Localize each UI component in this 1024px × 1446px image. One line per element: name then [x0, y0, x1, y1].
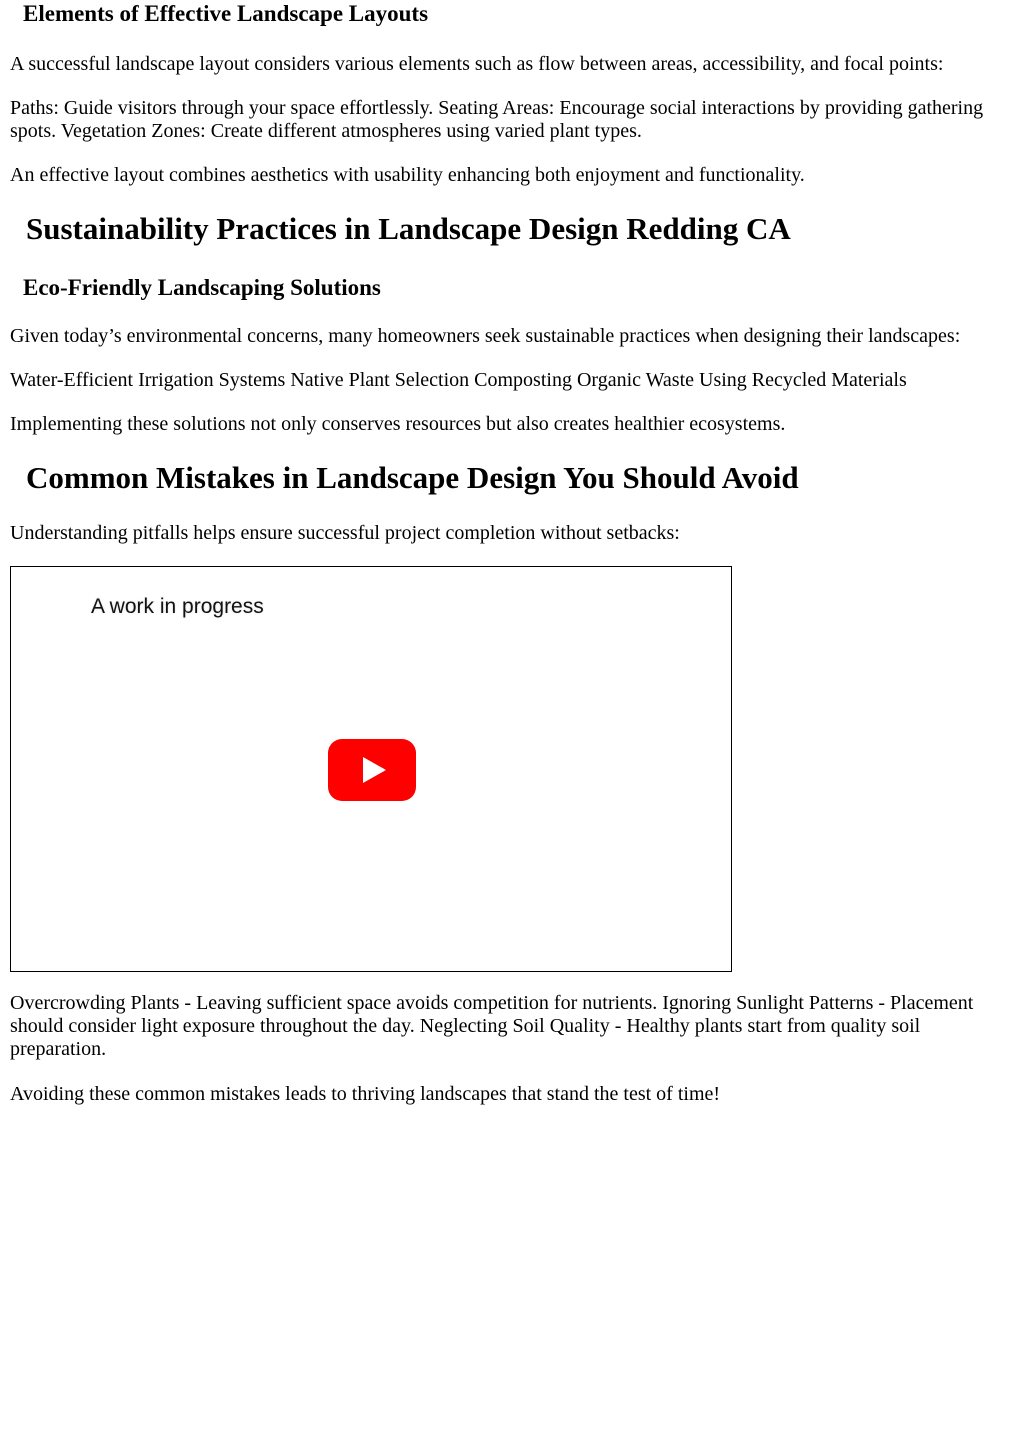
sustainability-items: Water-Efficient Irrigation Systems Native Plant Selection Composting Organic Waste Using Recycled Materials — [10, 369, 907, 391]
layouts-items: Paths: Guide visitors through your space effortlessly. Seating Areas: Encourage social interactions by providing gathering spots. Vegetation Zones: Create different atmospheres using varied plant types. — [10, 97, 984, 142]
mistakes-heading: Common Mistakes in Landscape Design You Should Avoid — [26, 460, 799, 495]
youtube-play-icon[interactable] — [328, 739, 416, 801]
layouts-intro: A successful landscape layout considers various elements such as flow between areas, accessibility, and focal points: — [10, 53, 944, 75]
video-embed[interactable] — [10, 566, 732, 972]
eco-friendly-subheading: Eco-Friendly Landscaping Solutions — [23, 275, 381, 300]
sustainability-outro: Implementing these solutions not only conserves resources but also creates healthier ecosystems. — [10, 413, 786, 435]
mistakes-outro: Avoiding these common mistakes leads to thriving landscapes that stand the test of time! — [10, 1083, 721, 1105]
layouts-heading: Elements of Effective Landscape Layouts — [23, 1, 429, 26]
video-title[interactable]: A work in progress — [91, 595, 264, 618]
sustainability-intro: Given today’s environmental concerns, many homeowners seek sustainable practices when designing their landscapes: — [10, 325, 961, 347]
mistakes-items: Overcrowding Plants - Leaving sufficient space avoids competition for nutrients. Ignoring Sunlight Patterns - Placement should consider light exposure throughout the day. Neglecting Soil Quality - Healthy plants start from quality soil preparation. — [10, 992, 974, 1060]
layouts-outro: An effective layout combines aesthetics with usability enhancing both enjoyment and functionality. — [10, 164, 805, 186]
sustainability-heading: Sustainability Practices in Landscape Design Redding CA — [26, 211, 791, 246]
mistakes-intro: Understanding pitfalls helps ensure successful project completion without setbacks: — [10, 522, 680, 544]
